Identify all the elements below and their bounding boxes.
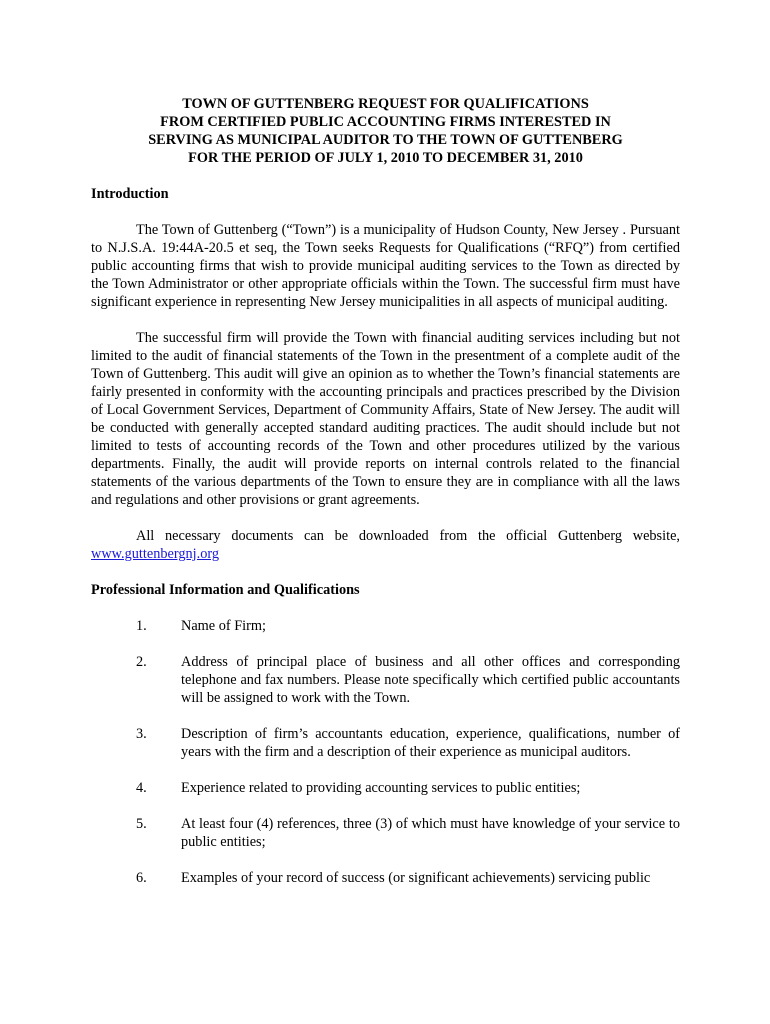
title-line: FROM CERTIFIED PUBLIC ACCOUNTING FIRMS INTERESTED IN — [160, 114, 611, 130]
document-title — [91, 95, 680, 167]
list-item-text: Examples of your record of success (or significant achievements) servicing public — [181, 870, 651, 886]
list-item — [91, 815, 680, 851]
download-paragraph — [91, 527, 680, 563]
title-line: FOR THE PERIOD OF JULY 1, 2010 TO DECEMBER 31, 2010 — [188, 150, 583, 166]
list-item-number: 5. — [136, 816, 147, 832]
qualifications-heading: Professional Information and Qualifications — [91, 582, 360, 598]
list-item-number: 2. — [136, 654, 147, 670]
list-item — [91, 617, 680, 635]
list-item-text: Experience related to providing accounting services to public entities; — [181, 780, 581, 796]
list-item — [91, 653, 680, 707]
list-item-number: 1. — [136, 618, 147, 634]
title-line: SERVING AS MUNICIPAL AUDITOR TO THE TOWN OF GUTTENBERG — [148, 132, 623, 148]
audit-scope-paragraph: The successful firm will provide the Town with financial auditing services including but not limited to the audit of financial statements of the Town in the presentment of a complete audit of the Town of Guttenberg. This audit will give an opinion as to whether the Town’s financial statements are fairly presented in conformity with the accounting principals and practices prescribed by the Division of Local Government Services, Department of Community Affairs, State of New Jersey. The audit will be conducted with generally accepted standard auditing practices. The audit should include but not limited to tests of accounting records of the Town and other procedures utilized by the various departments. Finally, the audit will provide reports on internal controls related to the financial statements of the various departments of the Town to ensure they are in compliance with all the laws and regulations and other provisions or grant agreements. — [91, 330, 680, 508]
list-item-text: At least four (4) references, three (3) of which must have knowledge of your service to public entities; — [181, 816, 680, 850]
title-line: TOWN OF GUTTENBERG REQUEST FOR QUALIFICATIONS — [182, 96, 589, 112]
list-item-number: 4. — [136, 780, 147, 796]
introduction-heading: Introduction — [91, 186, 169, 202]
list-item-text: Name of Firm; — [181, 618, 266, 634]
list-item-text: Address of principal place of business and all other offices and corresponding telephone and fax numbers. Please note specifically which certified public accountants will be assigned to work with the Town. — [181, 654, 680, 706]
qualifications-list — [91, 617, 680, 887]
download-text: All necessary documents can be downloaded from the official Guttenberg website, — [136, 528, 680, 544]
website-link[interactable]: www.guttenbergnj.org — [91, 546, 219, 562]
intro-paragraph: The Town of Guttenberg (“Town”) is a municipality of Hudson County, New Jersey . Pursuant to N.J.S.A. 19:44A-20.5 et seq, the Town seeks Requests for Qualifications (“RFQ”) from certified public accounting firms that wish to provide municipal auditing services to the Town as directed by the Town Administrator or other appropriate officials within the Town. The successful firm must have significant experience in representing New Jersey municipalities in all aspects of municipal auditing. — [91, 222, 680, 310]
list-item — [91, 869, 680, 887]
list-item-text: Description of firm’s accountants education, experience, qualifications, number of years with the firm and a description of their experience as municipal auditors. — [181, 726, 680, 760]
list-item — [91, 725, 680, 761]
list-item-number: 6. — [136, 870, 147, 886]
list-item — [91, 779, 680, 797]
list-item-number: 3. — [136, 726, 147, 742]
